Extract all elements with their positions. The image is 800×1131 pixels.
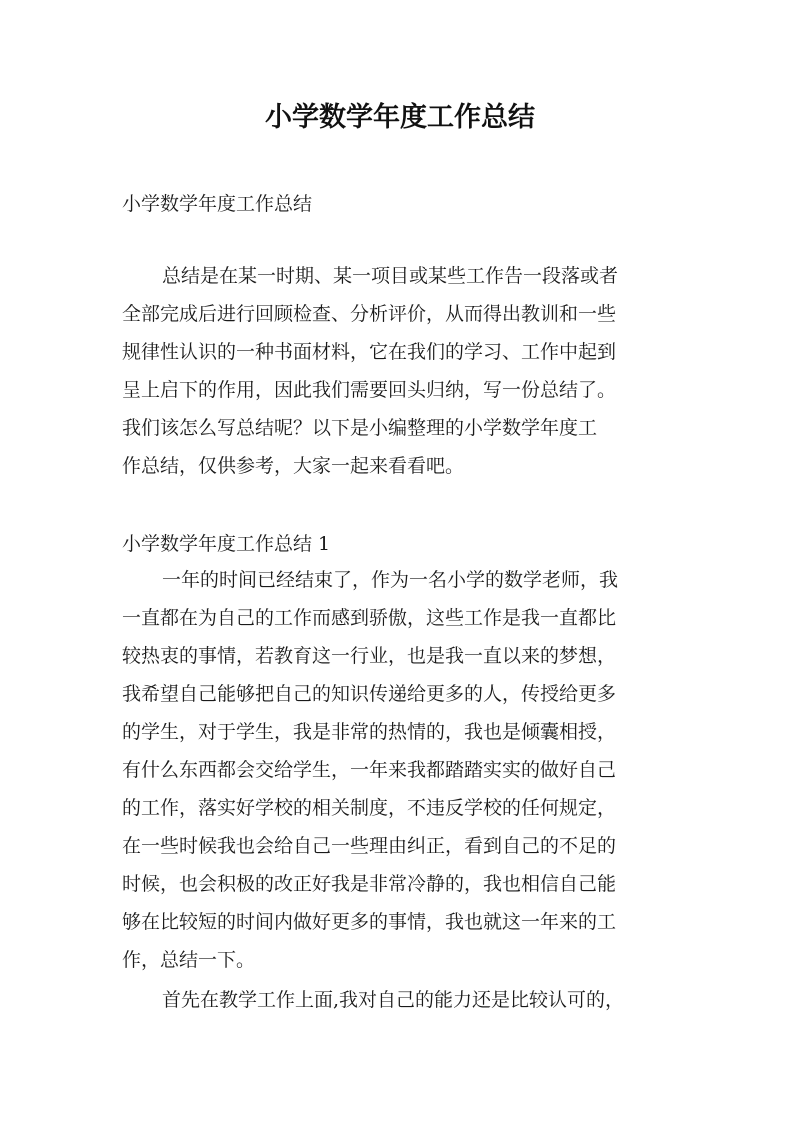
body-line: 时候，也会积极的改正好我是非常冷静的，我也相信自己能 (122, 873, 617, 895)
body-line: 一年的时间已经结束了，作为一名小学的数学老师，我 (162, 569, 619, 591)
body-line: 一直都在为自己的工作而感到骄傲，这些工作是我一直都比 (122, 607, 617, 629)
body-line: 够在比较短的时间内做好更多的事情，我也就这一年来的工 (122, 911, 617, 933)
intro-line: 作总结，仅供参考，大家一起来看看吧。 (122, 455, 465, 477)
subtitle: 小学数学年度工作总结 (122, 193, 313, 215)
intro-line: 规律性认识的一种书面材料，它在我们的学习、工作中起到 (122, 341, 617, 363)
body-line: 首先在教学工作上面,我对自己的能力还是比较认可的， (162, 989, 625, 1011)
body-line: 作，总结一下。 (122, 949, 256, 971)
body-line: 的工作，落实好学校的相关制度，不违反学校的任何规定， (122, 797, 617, 819)
intro-line: 我们该怎么写总结呢？以下是小编整理的小学数学年度工 (122, 417, 598, 439)
section-heading: 小学数学年度工作总结 1 (122, 533, 331, 555)
body-line: 的学生，对于学生，我是非常的热情的，我也是倾囊相授， (122, 721, 617, 743)
body-line: 我希望自己能够把自己的知识传递给更多的人，传授给更多 (122, 683, 617, 705)
intro-line: 呈上启下的作用，因此我们需要回头归纳，写一份总结了。 (122, 379, 617, 401)
body-line: 较热衷的事情，若教育这一行业，也是我一直以来的梦想， (122, 645, 617, 667)
body-line: 在一些时候我也会给自己一些理由纠正，看到自己的不足的 (122, 835, 617, 857)
body-line: 有什么东西都会交给学生，一年来我都踏踏实实的做好自己 (122, 759, 617, 781)
document-title: 小学数学年度工作总结 (265, 102, 535, 133)
intro-line: 总结是在某一时期、某一项目或某些工作告一段落或者 (162, 265, 619, 287)
intro-line: 全部完成后进行回顾检查、分析评价，从而得出教训和一些 (122, 303, 617, 325)
